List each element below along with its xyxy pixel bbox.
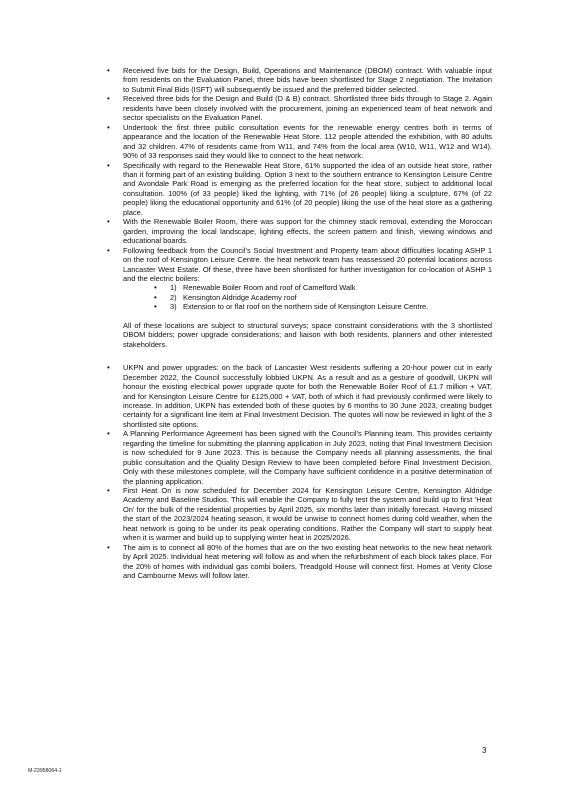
document-body bbox=[107, 66, 492, 581]
shortlisted-sites-list bbox=[123, 283, 492, 311]
bullet-renewable-boiler-room: • With the Renewable Boiler Room, there was support for the chimney stack removal, extending the Moroccan garden, improving the local landscape, lighting effects, the screen pattern and finish, viewing windows and educational boards. bbox=[107, 217, 492, 245]
bullet-first-heat-on: • First Heat On is now scheduled for December 2024 for Kensington Leisure Centre, Kensington Aldridge Academy and Baseline Studios. This will enable the Company to fully test the system and build up to first ‘Heat On’ for the bulk of the residential properties by April 2025, six months later than initially forecast. Having missed the start of the 2023/2024 heating season, it would be unwise to connect homes during cold weather, when the heat network is going to be under its peak operating conditions. Rather the Company will start to supply heat when it is warmer and build up to supplying winter heat in 2025/2026. bbox=[107, 486, 492, 543]
bullet-dbom-bids: • Received five bids for the Design, Build, Operations and Maintenance (DBOM) contract. With valuable input from residents on the Evaluation Panel, three bids have been shortlisted for Stage 2 negotiation. The Invitation to Submit Final Bids (ISFT) will subsequently be issued and the preferred bidder selected. bbox=[107, 66, 492, 94]
bullet-planning-agreement: • A Planning Performance Agreement has been signed with the Council’s Planning team. This provides certainty regarding the timeline for submitting the planning application in July 2023, noting that Final Investment Decision is now scheduled for 9 June 2023. This is because the Company needs all planning assessments, the final public consultation and the Quality Design Review to have been completed before Final Investment Decision. Only with these milestones complete, will the Company have sufficient confidence in a positive determination of the planning application. bbox=[107, 429, 492, 486]
updates-bullet-list bbox=[107, 363, 492, 580]
site-item: • 1) Renewable Boiler Room and roof of Camelford Walk bbox=[154, 283, 492, 292]
bullet-renewable-heat-store: • Specifically with regard to the Renewable Heat Store, 61% supported the idea of an outside heat store, rather than it forming part of an existing building. Option 3 next to the southern entrance to Kensington Leisure Centre and Avondale Park Road is emerging as the preferred location for the heat store, subject to additional local consultation. 100% (of 33 people) liked the lighting, with 71% (of 26 people) liking a sculpture, 67% (of 22 people) liking the educational opportunity and 61% (of 20 people) liking the use of the heat store as a gathering place. bbox=[107, 161, 492, 218]
document-reference: M-23958064-1 bbox=[28, 768, 62, 774]
bullet-connection-aim: • The aim is to connect all 80% of the homes that are on the two existing heat networks to the new heat network by April 2025. Individual heat metering will follow as and when the refurbishment of each block takes place. For the 20% of homes with individual gas combi boilers, Treadgold House will connect first. Homes at Verity Close and Cambourne Mews will follow later. bbox=[107, 543, 492, 581]
page-number: 3 bbox=[482, 746, 487, 755]
progress-bullet-list bbox=[107, 66, 492, 312]
bullet-ashp-locations bbox=[107, 246, 492, 312]
sites-note-paragraph: All of these locations are subject to structural surveys; space constraint considerations with the 3 shortlisted DBOM bidders; power upgrade considerations; and liaison with both residents, planners and other interested stakeholders. bbox=[123, 320, 492, 349]
bullet-ukpn-power-upgrades: • UKPN and power upgrades: on the back of Lancaster West residents suffering a 20-hour power cut in early December 2022, the Council successfully lobbied UKPN. As a result and as a gesture of goodwill, UKPN will honour the existing electrical power upgrade quote for both the Renewable Boiler Roof of £1.7 million + VAT, and for Kensington Leisure Centre for £125,000 + VAT, both of which it had previously confirmed were likely to increase. In addition, UKPN has extended both of these quotes by 6 months to 30 June 2023, creating budget certainty for a significant line item at Final Investment Decision. The quotes will now be reviewed in light of the 3 shortlisted site options. bbox=[107, 363, 492, 429]
bullet-design-build-bids: • Received three bids for the Design and Build (D & B) contract. Shortlisted three bids through to Stage 2. Again residents have been closely involved with the procurement, joining an experienced team of heat network and sector specialists on the Evaluation Panel. bbox=[107, 94, 492, 122]
site-item: • 2) Kensington Aldridge Academy roof bbox=[154, 293, 492, 302]
bullet-public-consultation: • Undertook the first three public consultation events for the renewable energy centres both in terms of appearance and the location of the Renewable Heat Store. 112 people attended the exhibition, with 80 adults and 32 children. 47% of residents came from W11, and 74% from the local area (W10, W11, W12 and W14). 90% of 33 responses said they would like to connect to the heat network. bbox=[107, 123, 492, 161]
ashp-locations-text: Following feedback from the Council’s Social Investment and Property team about difficulties locating ASHP 1 on the roof of Kensington Leisure Centre. the heat network team has reassessed 20 potential locations across Lancaster West Estate. Of these, three have been shortlisted for further investigation for co-location of ASHP 1 and the electric boilers: bbox=[123, 245, 492, 283]
site-item: • 3) Extension to or flat roof on the northern side of Kensington Leisure Centre. bbox=[154, 302, 492, 311]
